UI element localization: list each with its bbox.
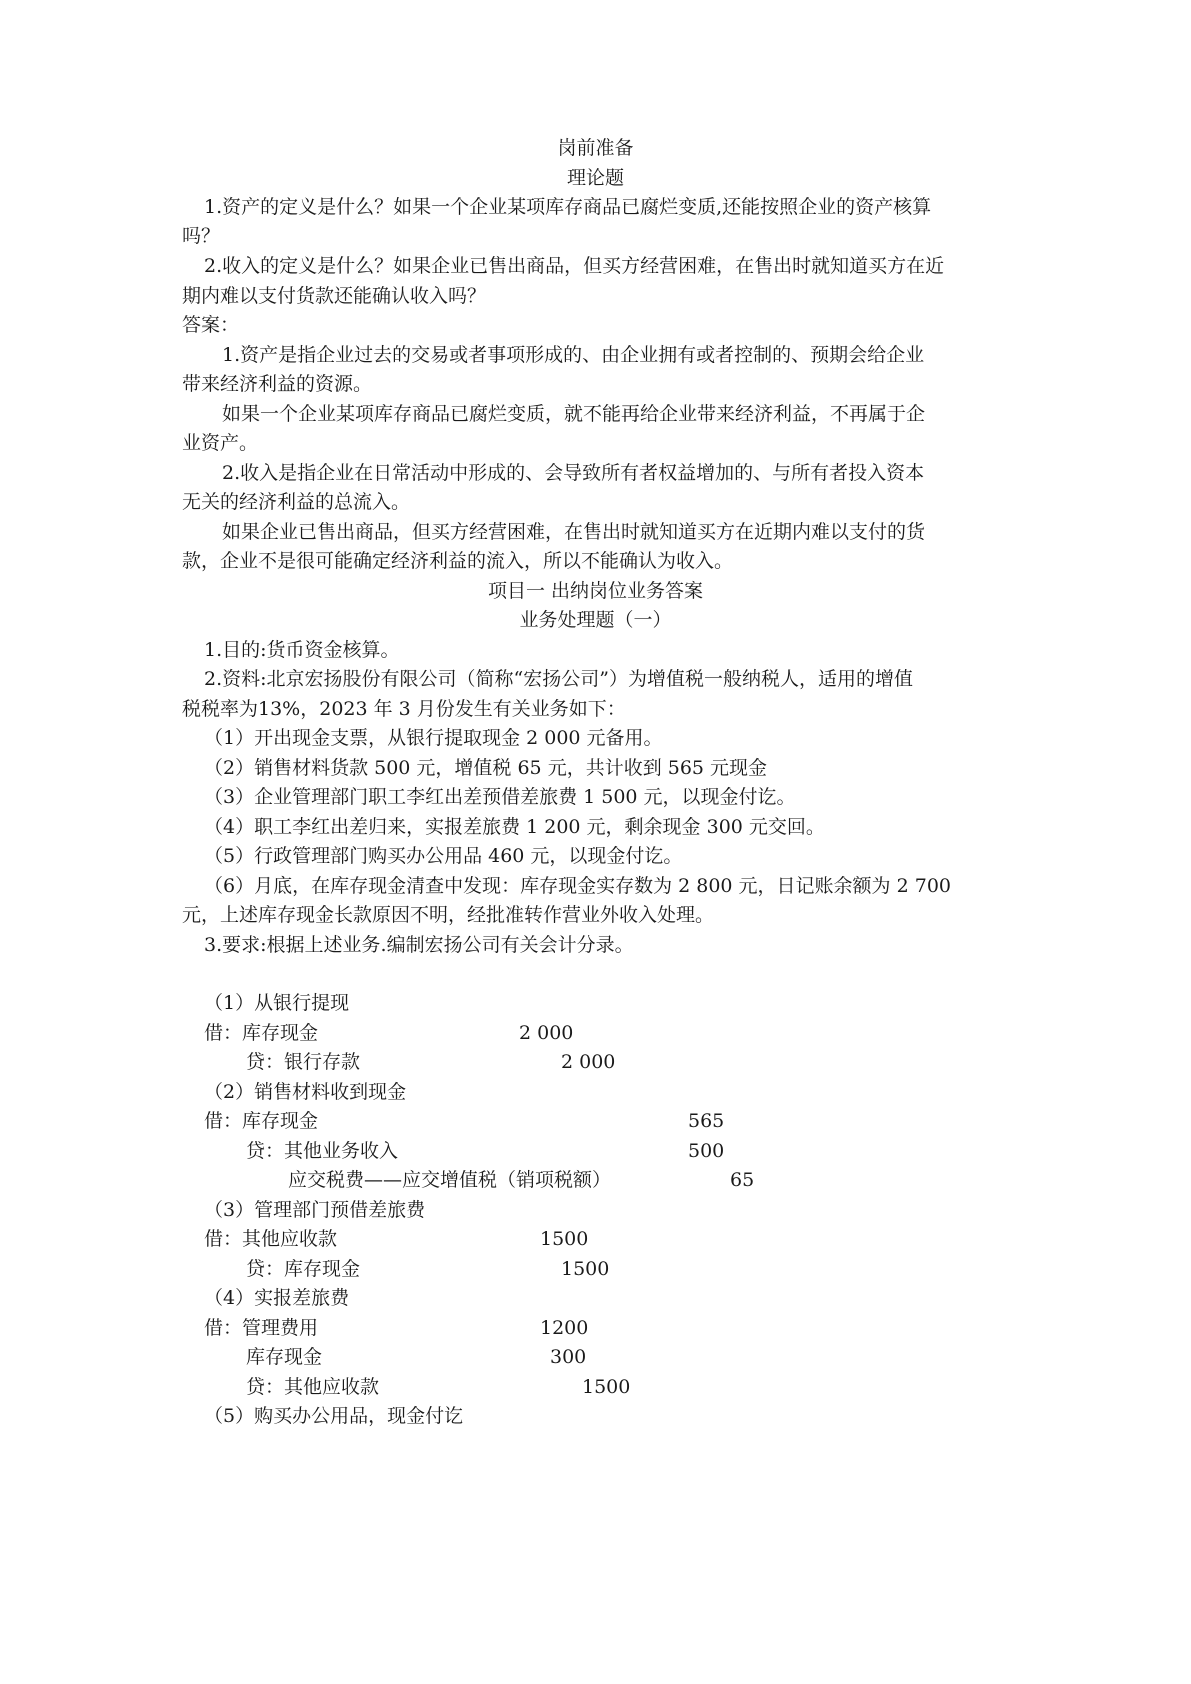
business-item-3: （3）企业管理部门职工李红出差预借差旅费 1 500 元，以现金付讫。 <box>204 786 796 808</box>
entry-4-debit-amount: 1200 <box>540 1317 589 1339</box>
project-subtitle: 业务处理题（一） <box>519 609 672 631</box>
entry-2-credit: 贷：其他业务收入 <box>246 1140 399 1162</box>
answer-label: 答案： <box>182 314 240 336</box>
entry-1-title: （1）从银行提现 <box>204 992 350 1014</box>
answer-2-line-1: 2.收入是指企业在日常活动中形成的、会导致所有者权益增加的、与所有者投入资本 <box>222 462 925 484</box>
answer-1b-line-1: 如果一个企业某项库存商品已腐烂变质，就不能再给企业带来经济利益，不再属于企 <box>222 403 926 425</box>
entry-3-debit: 借：其他应收款 <box>204 1228 338 1250</box>
entry-3-credit-amount: 1500 <box>561 1258 610 1280</box>
project-material-line-1: 2.资料:北京宏扬股份有限公司（简称“宏扬公司”）为增值税一般纳税人，适用的增值 <box>204 668 913 690</box>
business-item-1: （1）开出现金支票，从银行提取现金 2 000 元备用。 <box>204 727 663 749</box>
entry-2-debit-amount: 565 <box>688 1110 725 1132</box>
entry-4-title: （4）实报差旅费 <box>204 1287 350 1309</box>
entry-1-credit-amount: 2 000 <box>561 1051 616 1073</box>
answer-2b-line-1: 如果企业已售出商品，但买方经营困难，在售出时就知道买方在近期内难以支付的货 <box>222 521 926 543</box>
entry-4-credit-amount: 1500 <box>582 1376 631 1398</box>
entry-4-credit: 贷：其他应收款 <box>246 1376 380 1398</box>
business-item-5: （5）行政管理部门购买办公用品 460 元，以现金付讫。 <box>204 845 683 867</box>
business-item-6-line-1: （6）月底，在库存现金清查中发现：库存现金实存数为 2 800 元，日记账余额为 2 700 <box>204 875 951 897</box>
answer-1-line-1: 1.资产是指企业过去的交易或者事项形成的、由企业拥有或者控制的、预期会给企业 <box>222 344 925 366</box>
project-material-line-2: 税税率为13%，2023 年 3 月份发生有关业务如下： <box>182 698 626 720</box>
question-2-line-2: 期内难以支付货款还能确认收入吗？ <box>182 285 487 307</box>
entry-2-debit: 借：库存现金 <box>204 1110 319 1132</box>
entry-2-credit-amount: 500 <box>688 1140 725 1162</box>
business-item-4: （4）职工李红出差归来，实报差旅费 1 200 元，剩余现金 300 元交回。 <box>204 816 825 838</box>
entry-3-title: （3）管理部门预借差旅费 <box>204 1199 426 1221</box>
entry-1-debit: 借：库存现金 <box>204 1022 319 1044</box>
entry-1-credit: 贷：银行存款 <box>246 1051 361 1073</box>
answer-2b-line-2: 款，企业不是很可能确定经济利益的流入，所以不能确认为收入。 <box>182 550 734 572</box>
question-2-line-1: 2.收入的定义是什么？如果企业已售出商品，但买方经营困难，在售出时就知道买方在近 <box>204 255 945 277</box>
entry-4-debit-2: 库存现金 <box>246 1346 323 1368</box>
entry-4-debit-2-amount: 300 <box>550 1346 587 1368</box>
project-requirement: 3.要求:根据上述业务.编制宏扬公司有关会计分录。 <box>204 934 634 956</box>
business-item-6-line-2: 元，上述库存现金长款原因不明，经批准转作营业外收入处理。 <box>182 904 715 926</box>
entry-3-debit-amount: 1500 <box>540 1228 589 1250</box>
answer-1b-line-2: 业资产。 <box>182 432 259 454</box>
project-title: 项目一 出纳岗位业务答案 <box>487 580 704 602</box>
answer-2-line-2: 无关的经济利益的总流入。 <box>182 491 411 513</box>
entry-2-credit-2: 应交税费——应交增值税（销项税额） <box>288 1169 612 1191</box>
business-item-2: （2）销售材料货款 500 元，增值税 65 元，共计收到 565 元现金 <box>204 757 768 779</box>
entry-5-title: （5）购买办公用品，现金付讫 <box>204 1405 464 1427</box>
entry-2-title: （2）销售材料收到现金 <box>204 1081 407 1103</box>
entry-2-credit-2-amount: 65 <box>730 1169 755 1191</box>
answer-1-line-2: 带来经济利益的资源。 <box>182 373 373 395</box>
question-1-line-2: 吗？ <box>182 225 221 247</box>
entry-1-debit-amount: 2 000 <box>519 1022 574 1044</box>
page-subtitle: 理论题 <box>566 167 624 189</box>
project-purpose: 1.目的:货币资金核算。 <box>204 639 400 661</box>
entry-3-credit: 贷：库存现金 <box>246 1258 361 1280</box>
question-1-line-1: 1.资产的定义是什么？如果一个企业某项库存商品已腐烂变质,还能按照企业的资产核算 <box>204 196 932 218</box>
page-title: 岗前准备 <box>557 137 634 159</box>
entry-4-debit: 借：管理费用 <box>204 1317 319 1339</box>
